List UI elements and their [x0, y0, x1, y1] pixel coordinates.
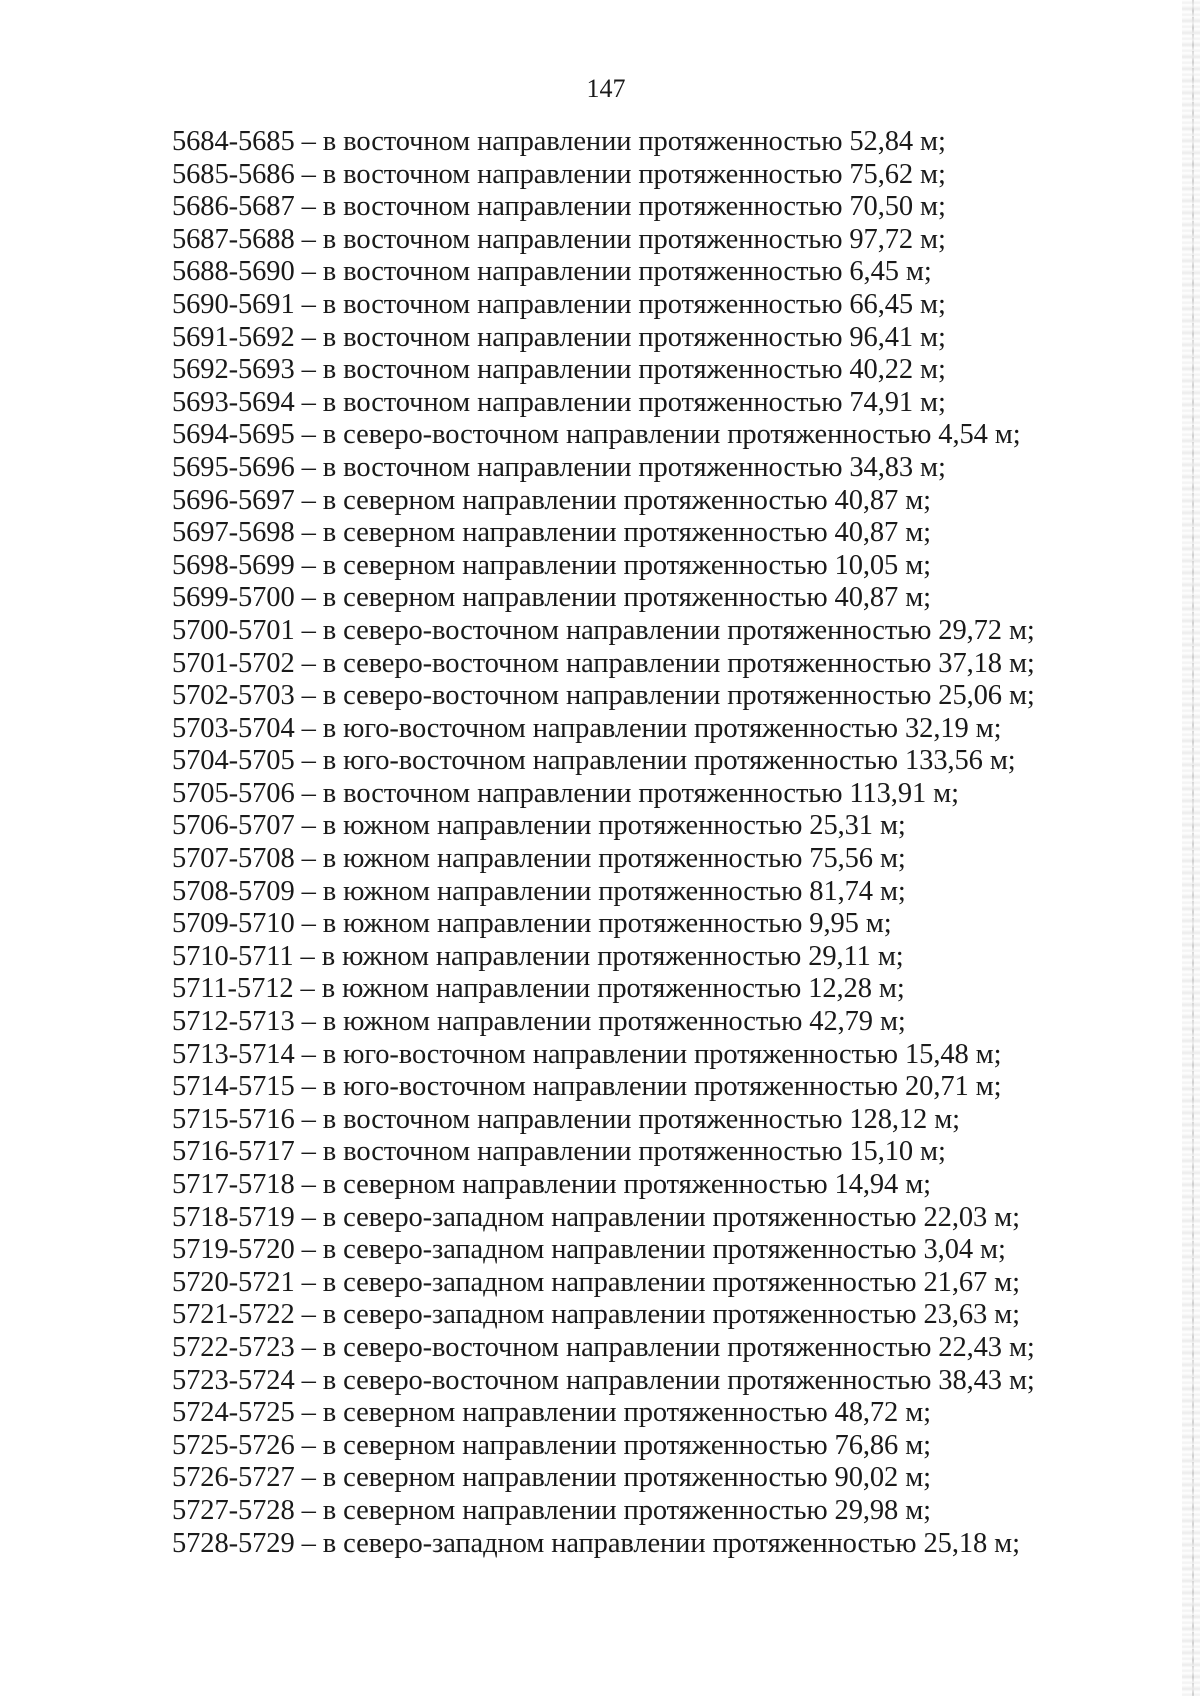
- segment-line: 5721-5722 – в северо-западном направлении протяженностью 23,63 м;: [172, 1299, 1020, 1331]
- segment-line: 5701-5702 – в северо-восточном направлении протяженностью 37,18 м;: [172, 647, 1035, 679]
- segment-line: 5698-5699 – в северном направлении протяженностью 10,05 м;: [172, 549, 931, 581]
- segment-line: 5714-5715 – в юго-восточном направлении протяженностью 20,71 м;: [172, 1071, 1002, 1103]
- segment-line: 5724-5725 – в северном направлении протяженностью 48,72 м;: [172, 1397, 931, 1429]
- segment-line: 5702-5703 – в северо-восточном направлении протяженностью 25,06 м;: [172, 680, 1035, 712]
- segment-line: 5725-5726 – в северном направлении протяженностью 76,86 м;: [172, 1429, 931, 1461]
- segment-line: 5696-5697 – в северном направлении протяженностью 40,87 м;: [172, 484, 931, 516]
- segment-line: 5699-5700 – в северном направлении протяженностью 40,87 м;: [172, 582, 931, 614]
- segment-line: 5718-5719 – в северо-западном направлении протяженностью 22,03 м;: [172, 1201, 1020, 1233]
- segment-line: 5726-5727 – в северном направлении протяженностью 90,02 м;: [172, 1462, 931, 1494]
- scan-edge-artifact: [1182, 0, 1200, 1696]
- segment-line: 5684-5685 – в восточном направлении протяженностью 52,84 м;: [172, 126, 946, 157]
- segment-line: 5722-5723 – в северо-восточном направлении протяженностью 22,43 м;: [172, 1331, 1035, 1363]
- segment-line: 5711-5712 – в южном направлении протяженностью 12,28 м;: [172, 973, 905, 1005]
- segment-line: 5717-5718 – в северном направлении протяженностью 14,94 м;: [172, 1169, 931, 1200]
- segment-line: 5715-5716 – в восточном направлении протяженностью 128,12 м;: [172, 1103, 960, 1135]
- segment-line: 5686-5687 – в восточном направлении протяженностью 70,50 м;: [172, 191, 946, 223]
- segment-line: 5710-5711 – в южном направлении протяженностью 29,11 м;: [172, 940, 904, 972]
- segment-line: 5692-5693 – в восточном направлении протяженностью 40,22 м;: [172, 354, 946, 386]
- scan-edge-line: [1192, 0, 1194, 1696]
- segment-line: 5700-5701 – в северо-восточном направлении протяженностью 29,72 м;: [172, 614, 1035, 646]
- segment-line: 5687-5688 – в восточном направлении протяженностью 97,72 м;: [172, 223, 946, 255]
- page-number: 147: [586, 74, 626, 103]
- segment-line: 5716-5717 – в восточном направлении протяженностью 15,10 м;: [172, 1136, 946, 1168]
- segment-line: 5720-5721 – в северо-западном направлении протяженностью 21,67 м;: [172, 1266, 1020, 1298]
- segment-line: 5708-5709 – в южном направлении протяженностью 81,74 м;: [172, 875, 906, 907]
- segment-line: 5723-5724 – в северо-восточном направлении протяженностью 38,43 м;: [172, 1364, 1035, 1396]
- segment-line: 5704-5705 – в юго-восточном направлении протяженностью 133,56 м;: [172, 745, 1016, 777]
- segment-line: 5727-5728 – в северном направлении протяженностью 29,98 м;: [172, 1494, 931, 1526]
- boundary-segment-list: [172, 126, 1035, 1560]
- segment-line: 5690-5691 – в восточном направлении протяженностью 66,45 м;: [172, 288, 946, 320]
- segment-line: 5691-5692 – в восточном направлении протяженностью 96,41 м;: [172, 321, 946, 353]
- segment-line: 5685-5686 – в восточном направлении протяженностью 75,62 м;: [172, 158, 946, 190]
- segment-line: 5709-5710 – в южном направлении протяженностью 9,95 м;: [172, 908, 892, 940]
- segment-line: 5707-5708 – в южном направлении протяженностью 75,56 м;: [172, 843, 906, 875]
- segment-line: 5712-5713 – в южном направлении протяженностью 42,79 м;: [172, 1006, 906, 1038]
- segment-line: 5705-5706 – в восточном направлении протяженностью 113,91 м;: [172, 777, 959, 809]
- segment-line: 5706-5707 – в южном направлении протяженностью 25,31 м;: [172, 810, 906, 842]
- segment-line: 5728-5729 – в северо-западном направлении протяженностью 25,18 м;: [172, 1527, 1020, 1559]
- segment-line: 5693-5694 – в восточном направлении протяженностью 74,91 м;: [172, 386, 946, 418]
- segment-line: 5697-5698 – в северном направлении протяженностью 40,87 м;: [172, 517, 931, 549]
- segment-line: 5695-5696 – в восточном направлении протяженностью 34,83 м;: [172, 451, 946, 483]
- segment-line: 5688-5690 – в восточном направлении протяженностью 6,45 м;: [172, 256, 932, 288]
- segment-line: 5713-5714 – в юго-восточном направлении протяженностью 15,48 м;: [172, 1038, 1002, 1070]
- segment-line: 5703-5704 – в юго-восточном направлении протяженностью 32,19 м;: [172, 712, 1002, 744]
- segment-line: 5694-5695 – в северо-восточном направлении протяженностью 4,54 м;: [172, 419, 1021, 451]
- segment-line: 5719-5720 – в северо-западном направлении протяженностью 3,04 м;: [172, 1234, 1006, 1266]
